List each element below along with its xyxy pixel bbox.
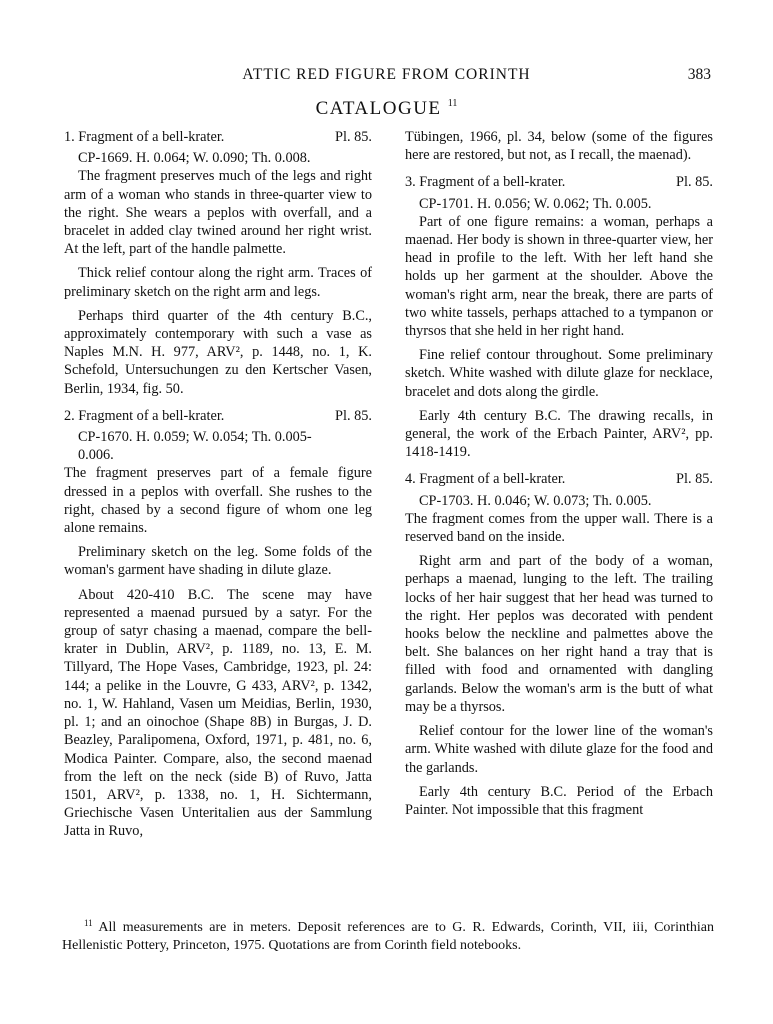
- entry-4-id-cont: The fragment comes from the upper wall. There is a reserved band on the inside.: [405, 510, 713, 546]
- entry-1-technique: Thick relief contour along the right arm. Traces of preliminary sketch on the right arm and legs.: [64, 265, 372, 300]
- entry-3-description: Part of one figure remains: a woman, perhaps a maenad. Her body is shown in three-quarter view, her head in profile to the left. With her left hand she holds up her garment at the shoulder. Above the woman's right arm, near the break, there are parts of two white tassels, perhaps attached to a tympanon or thyrsos that she held in her right hand.: [405, 213, 713, 340]
- left-column: [64, 128, 372, 841]
- footnote-marker: 11: [84, 918, 93, 928]
- catalogue-heading: [0, 98, 773, 120]
- entry-1-plate: Pl. 85.: [335, 129, 372, 145]
- entry-2-title: 2. Fragment of a bell-krater.: [64, 407, 225, 424]
- entry-3-title: 3. Fragment of a bell-krater.: [405, 174, 566, 191]
- entry-4-technique: Relief contour for the lower line of the woman's arm. White washed with dilute glaze for the food and the garlands.: [405, 723, 713, 776]
- footnote-text: All measurements are in meters. Deposit references are to G. R. Edwards, Corinth, VII, iii, Corinthian Hellenistic Pottery, Princeton, 1975. Quotations are from Corinth field notebooks.: [62, 920, 714, 953]
- entry-4-description: Right arm and part of the body of a woman, perhaps a maenad, lunging to the left. The trailing locks of her hair suggest that her head was turned to the right. Her peplos was decorated with pendent hooks below the neckline and palmettes above the belt. She balances on her right hand a tray that is filled with food and ornamented with dangling garlands. Below the woman's arm is the butt of what may be a thyrsos.: [405, 553, 713, 715]
- entry-1-id: CP-1669. H. 0.064; W. 0.090; Th. 0.008.: [78, 150, 311, 167]
- catalogue-title: CATALOGUE: [315, 98, 442, 119]
- running-head: [0, 66, 773, 90]
- entry-2-head: [64, 407, 372, 425]
- entry-2-description: The fragment preserves part of a female figure dressed in a peplos with overfall. She rushes to the right, chased by a second figure of whom one leg alone remains.: [64, 465, 372, 537]
- entry-2-continuation: Tübingen, 1966, pl. 34, below (some of the figures here are restored, but not, as I recall, the maenad).: [405, 129, 713, 164]
- footnote-ref: 11: [447, 98, 458, 109]
- entry-4-plate: Pl. 85.: [676, 471, 713, 488]
- page-number: 383: [687, 66, 711, 83]
- entry-2-id: CP-1670. H. 0.059; W. 0.054; Th. 0.005-: [78, 429, 312, 446]
- entry-4-title: 4. Fragment of a bell-krater.: [405, 471, 566, 488]
- entry-2-technique: Preliminary sketch on the leg. Some folds of the woman's garment have shading in dilute glaze.: [64, 544, 372, 579]
- entry-3-id: CP-1701. H. 0.056; W. 0.062; Th. 0.005.: [419, 195, 652, 212]
- entry-2-date: About 420-410 B.C. The scene may have represented a maenad pursued by a satyr. For the group of satyr chasing a maenad, compare the bell-krater in Dublin, ARV², p. 1189, no. 13, E. M. Tillyard, The Hope Vases, Cambridge, 1923, pl. 24: 144; a pelike in the Louvre, G 433, ARV², p. 1342, no. 1, W. Hahland, Vasen um Meidias, Berlin, 1930, pl. 1; and an oinochoe (Shape 8B) in Burgas, J. D. Beazley, Paralipomena, Oxford, 1971, p. 481, no. 6, Modica Painter. Compare, also, the second maenad from the left on the neck (side B) of Ruvo, Jatta 1501, ARV², p. 1338, no. 1, H. Sichtermann, Griechische Vasen Unteritalien aus der Sammlung Jatta in Ruvo,: [64, 586, 372, 840]
- entry-1-date: Perhaps third quarter of the 4th century B.C., approximately contemporary with such a vase as Naples M.N. H. 977, ARV², p. 1448, no. 1, K. Schefold, Untersuchungen zu den Kertscher Vasen, Berlin, 1934, fig. 50.: [64, 307, 372, 397]
- entry-3-date: Early 4th century B.C. The drawing recalls, in general, the work of the Erbach Painter, ARV², pp. 1418-1419.: [405, 407, 713, 461]
- entry-1-title: 1. Fragment of a bell-krater.: [64, 129, 225, 145]
- entry-1-head: [64, 128, 372, 146]
- entry-2-id-cont: 0.006.: [78, 447, 114, 464]
- entry-1-description: The fragment preserves much of the legs and right arm of a woman who stands in three-quarter view to the right. She wears a peplos with overfall, and a bracelet in added clay twined around her right wrist. At the left, part of the handle palmette.: [64, 168, 372, 258]
- footnote: [62, 914, 714, 955]
- entry-3-plate: Pl. 85.: [676, 174, 713, 191]
- entry-4-id: CP-1703. H. 0.046; W. 0.073; Th. 0.005.: [419, 492, 652, 509]
- entry-3-head: [405, 173, 713, 191]
- right-column: [405, 128, 713, 819]
- entry-3-technique: Fine relief contour throughout. Some preliminary sketch. White washed with dilute glaze for necklace, bracelet and dots along the girdle.: [405, 347, 713, 400]
- entry-2-plate: Pl. 85.: [335, 407, 372, 424]
- running-title: ATTIC RED FIGURE FROM CORINTH: [242, 66, 531, 83]
- entry-4-head: [405, 470, 713, 488]
- entry-4-date: Early 4th century B.C. Period of the Erbach Painter. Not impossible that this fragment: [405, 783, 713, 818]
